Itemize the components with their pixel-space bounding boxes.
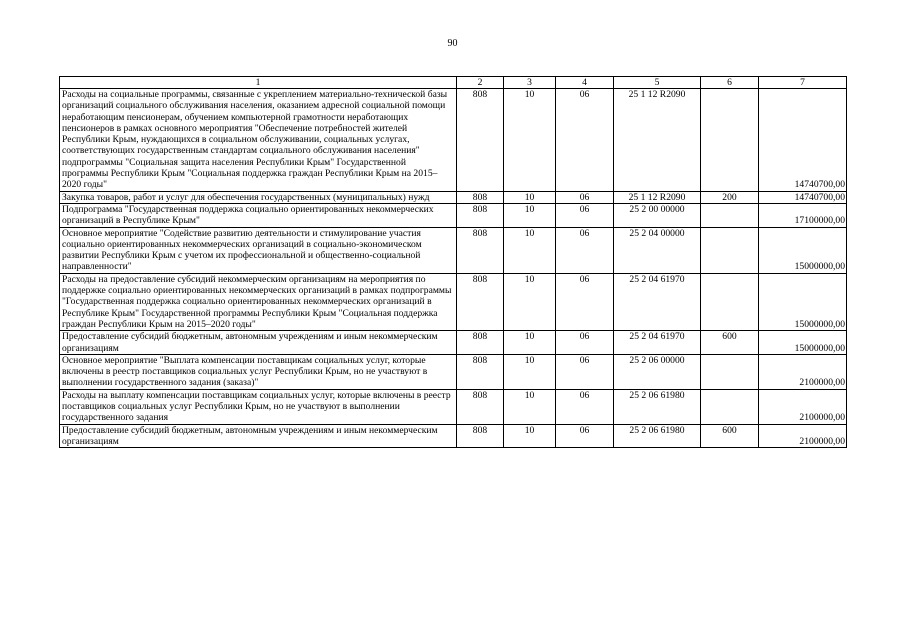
page-number: 90: [447, 38, 458, 49]
budget-table: [59, 76, 847, 448]
row-col-2: 808: [457, 331, 504, 355]
row-col-5: 25 2 04 61970: [614, 331, 701, 355]
row-description: Расходы на предоставление субсидий некоммерческим организациям на мероприятия по поддержке социально ориентированных некоммерческих организаций в рамках подпрограммы "Государственная поддержка социально ориентированных некоммерческих организаций в Республике Крым" Государственной программы Республики Крым "Социальная поддержка граждан Республики Крым на 2015–2020 годы": [60, 273, 457, 330]
row-col-4: 06: [556, 389, 614, 424]
header-col-2: 2: [457, 77, 504, 89]
table-body: [60, 89, 847, 448]
row-col-5: 25 2 04 61970: [614, 273, 701, 330]
table-row: [60, 354, 847, 389]
row-amount: 14740700,00: [759, 89, 847, 192]
row-col-6: 600: [701, 424, 759, 448]
table-row: [60, 203, 847, 227]
row-col-3: 10: [504, 389, 556, 424]
row-col-2: 808: [457, 227, 504, 273]
row-col-3: 10: [504, 203, 556, 227]
row-col-3: 10: [504, 354, 556, 389]
row-col-3: 10: [504, 227, 556, 273]
row-col-2: 808: [457, 191, 504, 203]
row-amount: 2100000,00: [759, 354, 847, 389]
row-amount: 15000000,00: [759, 273, 847, 330]
row-amount: 2100000,00: [759, 389, 847, 424]
row-col-4: 06: [556, 203, 614, 227]
row-col-6: [701, 389, 759, 424]
header-col-6: 6: [701, 77, 759, 89]
row-col-4: 06: [556, 191, 614, 203]
header-col-1: 1: [60, 77, 457, 89]
header-col-4: 4: [556, 77, 614, 89]
row-description: Основное мероприятие "Содействие развитию деятельности и стимулирование участия социально ориентированных некоммерческих организаций в социально-экономическом развитии Республики Крым с учетом их профессиональной и общественно-социальной направленности": [60, 227, 457, 273]
row-col-6: 200: [701, 191, 759, 203]
row-col-2: 808: [457, 389, 504, 424]
row-amount: 14740700,00: [759, 191, 847, 203]
table-row: [60, 331, 847, 355]
row-col-5: 25 2 00 00000: [614, 203, 701, 227]
header-col-3: 3: [504, 77, 556, 89]
row-col-2: 808: [457, 203, 504, 227]
table-row: [60, 389, 847, 424]
row-col-4: 06: [556, 227, 614, 273]
row-col-3: 10: [504, 424, 556, 448]
row-col-6: [701, 227, 759, 273]
row-description: Расходы на выплату компенсации поставщикам социальных услуг, которые включены в реестр поставщиков социальных услуг Республики Крым, но не участвуют в выполнении государственного задания: [60, 389, 457, 424]
row-description: Расходы на социальные программы, связанные с укреплением материально-технической базы организаций социального обслуживания населения, оказанием адресной социальной помощи неработающим пенсионерам, обучением компьютерной грамотности неработающих пенсионеров в рамках основного мероприятия "Обеспечение потребностей жителей Республики Крым, нуждающихся в социальном обслуживании, социальных услугах, соответствующих государственным стандартам социального обслуживания населения" подпрограммы "Социальная защита населения Республики Крым" Государственной программы Республики Крым "Социальная поддержка граждан Республики Крым на 2015–2020 годы": [60, 89, 457, 192]
row-description: Предоставление субсидий бюджетным, автономным учреждениям и иным некоммерческим организациям: [60, 424, 457, 448]
row-col-4: 06: [556, 331, 614, 355]
row-col-3: 10: [504, 191, 556, 203]
row-col-6: [701, 354, 759, 389]
header-col-5: 5: [614, 77, 701, 89]
row-col-5: 25 1 12 R2090: [614, 191, 701, 203]
row-col-4: 06: [556, 273, 614, 330]
row-col-2: 808: [457, 354, 504, 389]
row-amount: 2100000,00: [759, 424, 847, 448]
row-col-3: 10: [504, 89, 556, 192]
table-header: [60, 77, 847, 89]
row-col-5: 25 2 06 00000: [614, 354, 701, 389]
table-row: [60, 273, 847, 330]
row-col-3: 10: [504, 273, 556, 330]
row-col-3: 10: [504, 331, 556, 355]
row-description: Предоставление субсидий бюджетным, автономным учреждениям и иным некоммерческим организациям: [60, 331, 457, 355]
row-amount: 17100000,00: [759, 203, 847, 227]
row-col-4: 06: [556, 354, 614, 389]
row-col-6: [701, 89, 759, 192]
row-col-5: 25 2 04 00000: [614, 227, 701, 273]
table-row: [60, 227, 847, 273]
row-col-5: 25 1 12 R2090: [614, 89, 701, 192]
table-row: [60, 89, 847, 192]
header-col-7: 7: [759, 77, 847, 89]
row-description: Подпрограмма "Государственная поддержка социально ориентированных некоммерческих организаций в Республике Крым": [60, 203, 457, 227]
row-col-2: 808: [457, 273, 504, 330]
row-amount: 15000000,00: [759, 227, 847, 273]
row-description: Закупка товаров, работ и услуг для обеспечения государственных (муниципальных) нужд: [60, 191, 457, 203]
row-col-5: 25 2 06 61980: [614, 424, 701, 448]
row-col-5: 25 2 06 61980: [614, 389, 701, 424]
row-description: Основное мероприятие "Выплата компенсации поставщикам социальных услуг, которые включены в реестр поставщиков социальных услуг Республики Крым, но не участвуют в выполнении государственного задания (заказа)": [60, 354, 457, 389]
row-col-6: [701, 203, 759, 227]
row-col-4: 06: [556, 424, 614, 448]
row-col-6: 600: [701, 331, 759, 355]
table-row: [60, 424, 847, 448]
row-col-2: 808: [457, 89, 504, 192]
row-col-6: [701, 273, 759, 330]
row-col-2: 808: [457, 424, 504, 448]
table-row: [60, 191, 847, 203]
row-col-4: 06: [556, 89, 614, 192]
row-amount: 15000000,00: [759, 331, 847, 355]
header-row: [60, 77, 847, 89]
